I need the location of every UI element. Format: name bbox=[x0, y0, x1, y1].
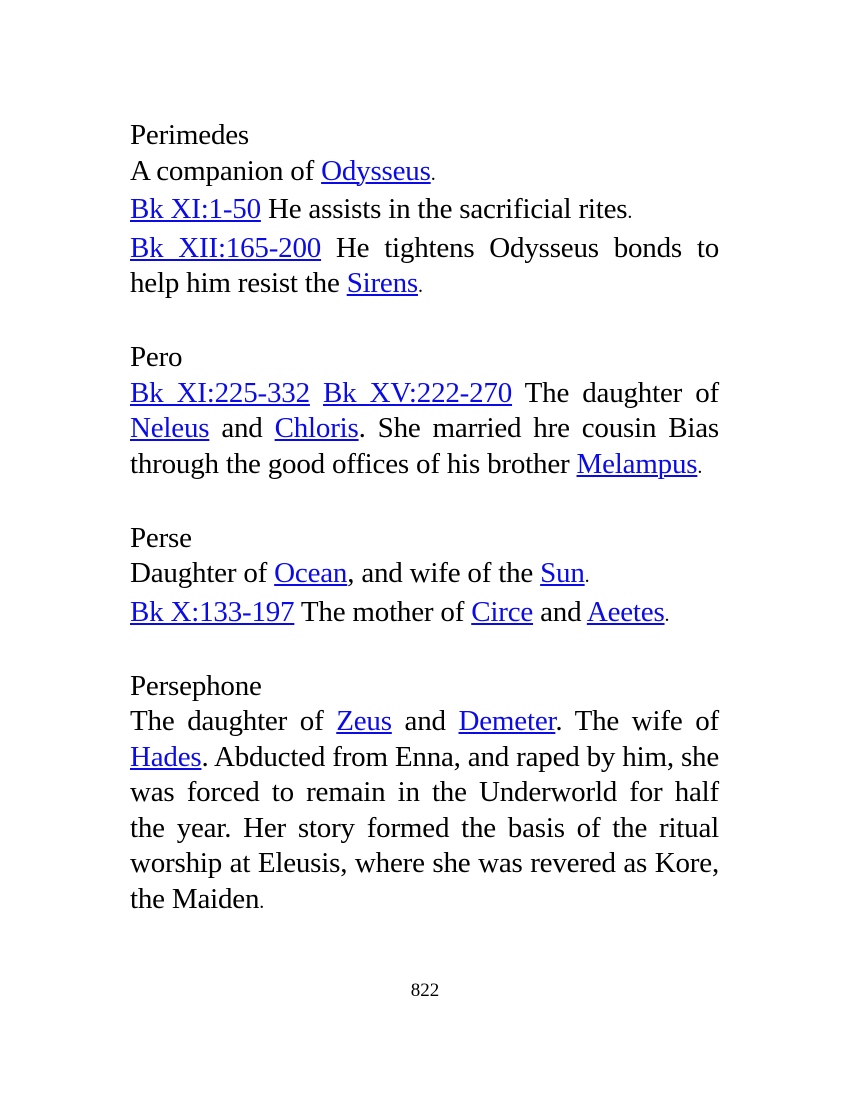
link-sirens[interactable]: Sirens bbox=[346, 267, 418, 299]
link-bk-xi-1-50[interactable]: Bk XI:1-50 bbox=[130, 193, 261, 225]
entry-perse bbox=[130, 521, 719, 634]
link-aeetes[interactable]: Aeetes bbox=[586, 595, 665, 628]
link-odysseus[interactable]: Odysseus bbox=[321, 154, 431, 187]
reference-line: Bk XII:165-200 He tightens Odysseus bonds to help him resist the Sirens. bbox=[130, 231, 719, 299]
entry-perimedes bbox=[130, 118, 719, 305]
link-sun[interactable]: Sun bbox=[540, 557, 585, 589]
entry-pero bbox=[130, 340, 719, 485]
link-bk-xii-165-200[interactable]: Bk XII:165-200 bbox=[130, 231, 322, 264]
link-neleus[interactable]: Neleus bbox=[130, 412, 210, 444]
entry-title: Pero bbox=[130, 341, 183, 373]
entry-title: Perimedes bbox=[130, 119, 250, 151]
link-zeus[interactable]: Zeus bbox=[336, 705, 392, 737]
link-bk-xv-222-270[interactable]: Bk XV:222-270 bbox=[323, 376, 513, 409]
reference-line: Bk XI:1-50 He assists in the sacrificial rites. bbox=[130, 193, 633, 225]
entry-description: A companion of Odysseus. bbox=[130, 154, 436, 187]
entry-persephone bbox=[130, 669, 719, 921]
page-number: 822 bbox=[410, 980, 440, 1001]
entry-description: The daughter of Zeus and Demeter. The wife of Hades. Abducted from Enna, and raped by him, she was forced to remain in the Underworld for half the year. Her story formed the basis of the ritual worship at Eleusis, where she was revered as Kore, the Maiden. bbox=[130, 705, 719, 915]
link-melampus[interactable]: Melampus bbox=[576, 447, 698, 480]
reference-line: Bk X:133-197 The mother of Circe and Aeetes. bbox=[130, 595, 670, 628]
link-hades[interactable]: Hades bbox=[130, 740, 202, 773]
link-demeter[interactable]: Demeter bbox=[458, 705, 556, 737]
link-bk-xi-225-332[interactable]: Bk XI:225-332 bbox=[130, 376, 310, 409]
entry-description: Bk XI:225-332 Bk XV:222-270 The daughter of Neleus and Chloris. She married hre cousin Bias through the good offices of his brother Melampus. bbox=[130, 376, 719, 480]
entry-title: Perse bbox=[130, 521, 192, 554]
link-circe[interactable]: Circe bbox=[471, 595, 534, 628]
document-body bbox=[130, 118, 719, 920]
link-bk-x-133-197[interactable]: Bk X:133-197 bbox=[130, 595, 295, 628]
entry-description: Daughter of Ocean, and wife of the Sun. bbox=[130, 557, 590, 589]
link-chloris[interactable]: Chloris bbox=[274, 412, 359, 444]
link-ocean[interactable]: Ocean bbox=[274, 557, 348, 589]
entry-title: Persephone bbox=[130, 669, 262, 702]
